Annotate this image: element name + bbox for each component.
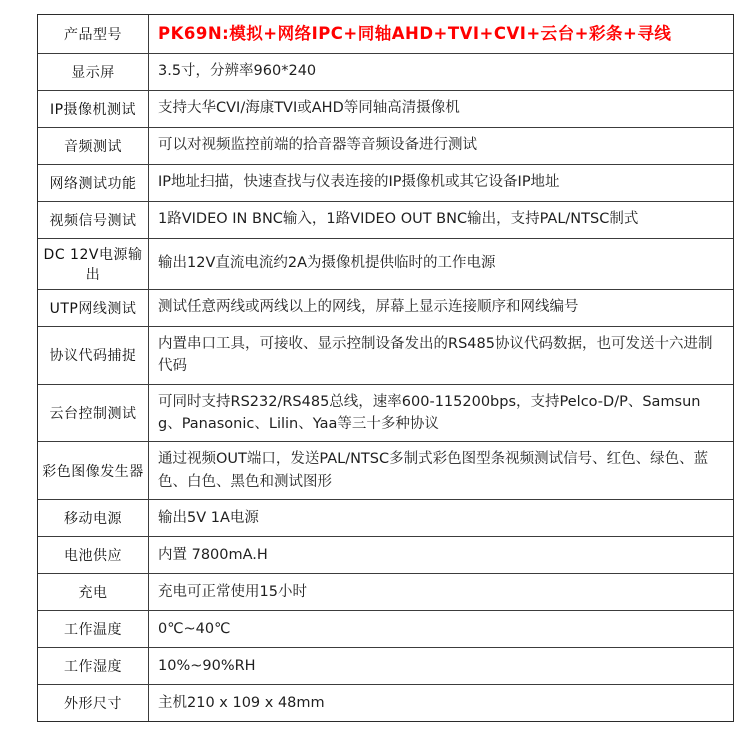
- spec-value: 可以对视频监控前端的拾音器等音频设备进行测试: [158, 137, 477, 154]
- spec-label: 音频测试: [38, 128, 149, 164]
- spec-label: 电池供应: [38, 537, 149, 573]
- spec-value: 支持大华CVI/海康TVI或AHD等同轴高清摄像机: [158, 100, 460, 117]
- table-row: [38, 289, 733, 326]
- spec-label: 外形尺寸: [38, 685, 149, 721]
- table-row: [38, 441, 733, 499]
- table-row: [38, 536, 733, 573]
- spec-value: 3.5寸，分辨率960*240: [158, 63, 317, 80]
- spec-label: 云台控制测试: [38, 385, 149, 442]
- spec-label: 移动电源: [38, 500, 149, 536]
- table-row: [38, 610, 733, 647]
- spec-label: IP摄像机测试: [38, 91, 149, 127]
- spec-value: 主机210 x 109 x 48mm: [158, 695, 325, 712]
- spec-table: [37, 14, 734, 722]
- spec-label: 工作温度: [38, 611, 149, 647]
- spec-label: 彩色图像发生器: [38, 442, 149, 499]
- spec-value: 可同时支持RS232/RS485总线，速率600-115200bps，支持Pelco-D/P、Samsung、Panasonic、Lilin、Yaa等三十多种协议: [158, 393, 701, 432]
- table-row: [38, 238, 733, 289]
- spec-value: 输出5V 1A电源: [158, 510, 259, 527]
- spec-label: UTP网线测试: [38, 290, 149, 326]
- spec-label: DC 12V电源输出: [38, 239, 149, 289]
- spec-label: 网络测试功能: [38, 165, 149, 201]
- table-row: [38, 127, 733, 164]
- spec-label: 充电: [38, 574, 149, 610]
- table-row: [38, 90, 733, 127]
- table-row: [38, 647, 733, 684]
- table-row: [38, 164, 733, 201]
- spec-value: 内置串口工具，可接收、显示控制设备发出的RS485协议代码数据，也可发送十六进制代码: [158, 335, 713, 375]
- spec-value: 充电可正常使用15小时: [158, 584, 307, 601]
- spec-label: 产品型号: [38, 15, 149, 53]
- table-row: [38, 15, 733, 53]
- spec-label: 协议代码捕捉: [38, 327, 149, 384]
- table-row: [38, 201, 733, 238]
- spec-value: 10%~90%RH: [158, 658, 256, 675]
- table-row: [38, 326, 733, 384]
- spec-value: 内置 7800mA.H: [158, 547, 268, 564]
- spec-label: 工作湿度: [38, 648, 149, 684]
- spec-value: 1路VIDEO IN BNC输入，1路VIDEO OUT BNC输出，支持PAL/NTSC制式: [158, 211, 639, 228]
- table-row: [38, 384, 733, 442]
- table-row: [38, 499, 733, 536]
- spec-value: IP地址扫描，快速查找与仪表连接的IP摄像机或其它设备IP地址: [158, 174, 560, 191]
- spec-value: 测试任意两线或两线以上的网线，屏幕上显示连接顺序和网线编号: [158, 299, 579, 316]
- table-row: [38, 573, 733, 610]
- spec-value: 输出12V直流电流约2A为摄像机提供临时的工作电源: [158, 255, 496, 272]
- table-row: [38, 684, 733, 721]
- table-row: [38, 53, 733, 90]
- spec-value: PK69N:模拟+网络IPC+同轴AHD+TVI+CVI+云台+彩条+寻线: [158, 24, 672, 43]
- spec-label: 显示屏: [38, 54, 149, 90]
- spec-value: 通过视频OUT端口，发送PAL/NTSC多制式彩色图型条视频测试信号、红色、绿色、蓝色、白色、黑色和测试图形: [158, 451, 709, 490]
- spec-label: 视频信号测试: [38, 202, 149, 238]
- spec-value: 0℃~40℃: [158, 621, 231, 638]
